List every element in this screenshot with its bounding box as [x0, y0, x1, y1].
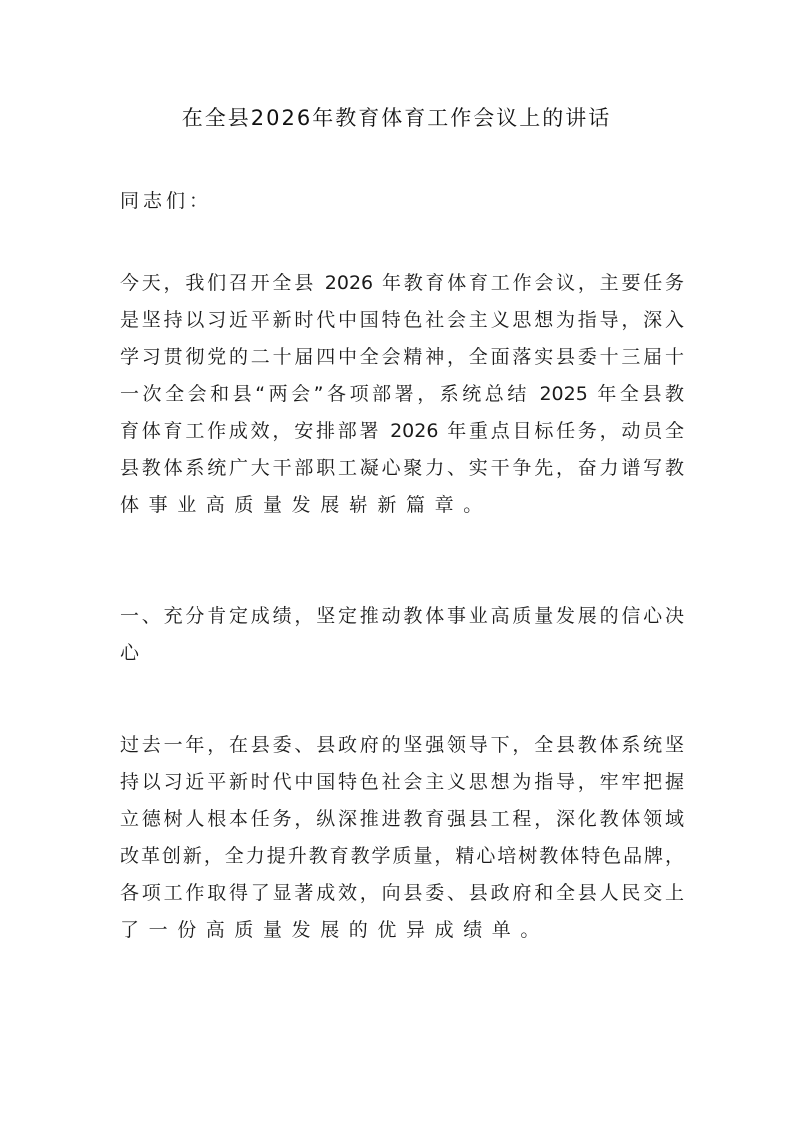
text-line: 持以习近平新时代中国特色社会主义思想为指导，牢牢把握: [120, 771, 684, 793]
text-line: 学习贯彻党的二十届四中全会精神，全面落实县委十三届十: [120, 346, 684, 368]
text-line: 了一份高质量发展的优异成绩单。: [120, 919, 550, 941]
text-line: 育体育工作成效，安排部署 2026 年重点目标任务，动员全: [120, 420, 684, 442]
text-line: 改革创新，全力提升教育教学质量，精心培树教体特色品牌，: [120, 845, 684, 867]
text-line: 县教体系统广大干部职工凝心聚力、实干争先，奋力谱写教: [120, 457, 684, 479]
page-title: 在全县2026年教育体育工作会议上的讲话: [181, 106, 612, 130]
text-line: 体事业高质量发展崭新篇章。: [120, 494, 492, 516]
text-line: 立德树人根本任务，纵深推进教育强县工程，深化教体领域: [120, 808, 684, 830]
paragraph-intro: [120, 265, 684, 524]
text-line: 今天，我们召开全县 2026 年教育体育工作会议，主要任务: [120, 272, 684, 294]
section-heading-1: [120, 598, 684, 672]
text-line: 一次全会和县“两会”各项部署，系统总结 2025 年全县教: [120, 383, 684, 405]
text-line: 过去一年，在县委、县政府的坚强领导下，全县教体系统坚: [120, 734, 684, 756]
paragraph-achievements: [120, 727, 684, 949]
text-line: 是坚持以习近平新时代中国特色社会主义思想为指导，深入: [120, 309, 684, 331]
heading-line: 一、充分肯定成绩，坚定推动教体事业高质量发展的信心决: [120, 605, 684, 627]
heading-line: 心: [120, 642, 149, 664]
salutation: 同志们：: [120, 190, 213, 212]
text-line: 各项工作取得了显著成效，向县委、县政府和全县人民交上: [120, 882, 684, 904]
